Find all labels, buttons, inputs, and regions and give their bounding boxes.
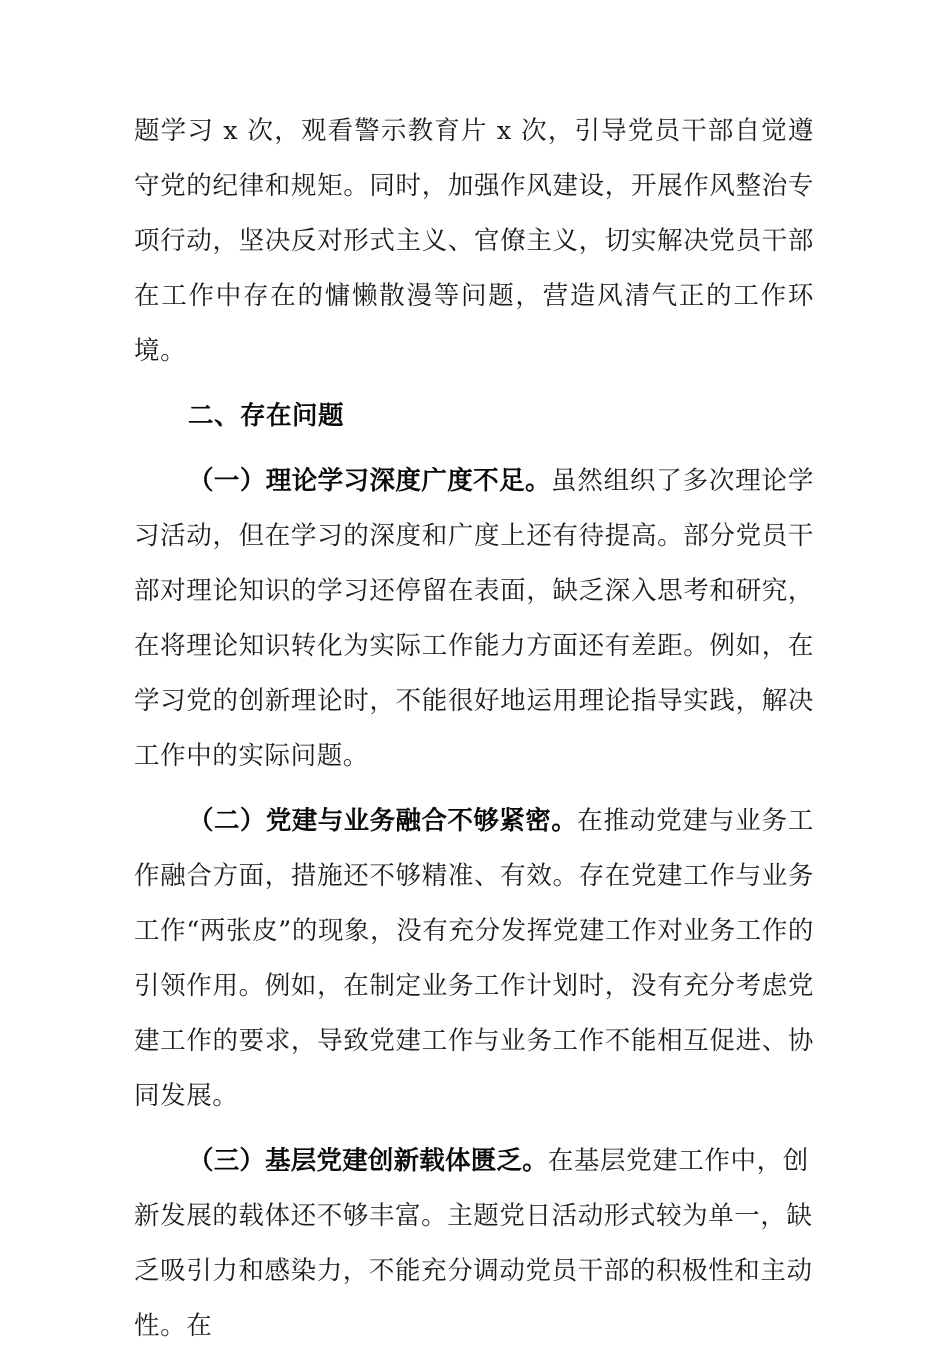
- text-column: [134, 104, 814, 1354]
- problem-item-2-body: 在推动党建与业务工作融合方面，措施还不够精准、有效。存在党建工作与业务工作“两张皮”的现象，没有充分发挥党建工作对业务工作的引领作用。例如，在制定业务工作计划时，没有充分考虑党建工作的要求，导致党建工作与业务工作不能相互促进、协同发展。: [134, 806, 814, 1111]
- problem-item-2: [134, 794, 814, 1124]
- problem-item-3: [134, 1134, 814, 1354]
- problem-item-1-body: 虽然组织了多次理论学习活动，但在学习的深度和广度上还有待提高。部分党员干部对理论知识的学习还停留在表面，缺乏深入思考和研究，在将理论知识转化为实际工作能力方面还有差距。例如，在学习党的创新理论时，不能很好地运用理论指导实践，解决工作中的实际问题。: [134, 466, 814, 771]
- problem-item-2-lead: （二）党建与业务融合不够紧密。: [188, 807, 578, 835]
- problem-item-1-lead: （一）理论学习深度广度不足。: [188, 467, 551, 495]
- problem-item-1: [134, 454, 814, 784]
- section-heading-existing-problems: 二、存在问题: [188, 402, 345, 430]
- continuation-paragraph: 题学习 x 次，观看警示教育片 x 次，引导党员干部自觉遵守党的纪律和规矩。同时，加强作风建设，开展作风整治专项行动，坚决反对形式主义、官僚主义，切实解决党员干部在工作中存在的慵懒散漫等问题，营造风清气正的工作环境。: [134, 116, 814, 366]
- problem-item-3-body: 在基层党建工作中，创新发展的载体还不够丰富。主题党日活动形式较为单一，缺乏吸引力和感染力，不能充分调动党员干部的积极性和主动性。在: [134, 1146, 813, 1341]
- problem-item-3-lead: （三）基层党建创新载体匮乏。: [188, 1147, 548, 1175]
